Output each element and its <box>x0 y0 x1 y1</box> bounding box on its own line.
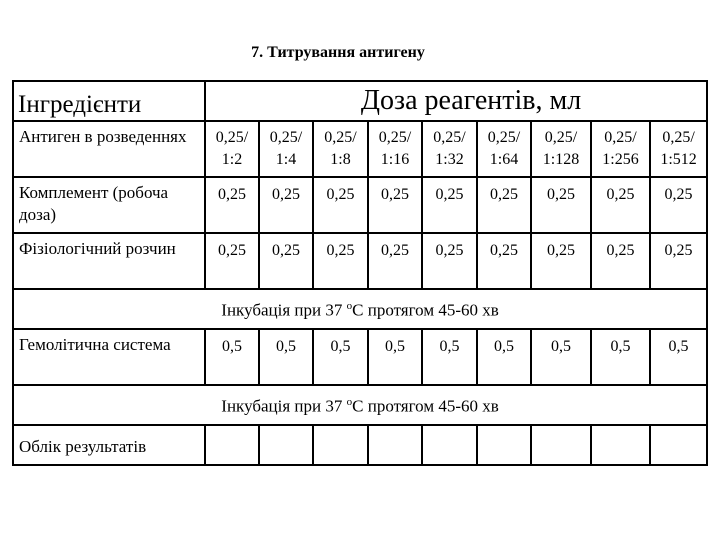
complement-value: 0,25 <box>368 177 422 233</box>
antigen-value: 0,25/ 1:128 <box>531 121 591 177</box>
header-row <box>13 81 707 121</box>
saline-value: 0,25 <box>477 233 531 289</box>
hemolytic-value: 0,5 <box>422 329 477 385</box>
antigen-value: 0,25/ 1:256 <box>591 121 650 177</box>
antigen-value: 0,25/ 1:32 <box>422 121 477 177</box>
document-title: 7. Титрування антигену <box>251 44 425 61</box>
complement-value: 0,25 <box>259 177 313 233</box>
hemolytic-label: Гемолітична система <box>13 329 205 385</box>
incubation-text-2 <box>13 385 707 425</box>
antigen-value: 0,25/ 1:4 <box>259 121 313 177</box>
incubation-row-2 <box>13 385 707 425</box>
results-cell <box>477 425 531 465</box>
hemolytic-row <box>13 329 707 385</box>
antigen-value: 0,25/ 1:8 <box>313 121 368 177</box>
complement-value: 0,25 <box>422 177 477 233</box>
ingredients-header: Інгредієнти <box>13 81 205 121</box>
antigen-titration-table <box>12 80 708 466</box>
saline-row <box>13 233 707 289</box>
complement-label: Комплемент (робоча доза) <box>13 177 205 233</box>
hemolytic-value: 0,5 <box>259 329 313 385</box>
incubation-text-1-main: Інкубація при 37 <box>221 300 347 320</box>
saline-value: 0,25 <box>259 233 313 289</box>
saline-value: 0,25 <box>531 233 591 289</box>
incubation-text-1 <box>13 289 707 329</box>
dose-header: Доза реагентів, мл <box>205 81 707 121</box>
complement-value: 0,25 <box>650 177 707 233</box>
antigen-row <box>13 121 707 177</box>
complement-value: 0,25 <box>205 177 259 233</box>
results-cell <box>650 425 707 465</box>
results-row <box>13 425 707 465</box>
results-cell <box>368 425 422 465</box>
hemolytic-value: 0,5 <box>591 329 650 385</box>
incubation-text-1-degree: о <box>346 299 353 312</box>
results-cell <box>205 425 259 465</box>
results-cell <box>531 425 591 465</box>
incubation-text-1-tail: С протягом 45-60 хв <box>352 300 499 320</box>
results-cell <box>422 425 477 465</box>
complement-value: 0,25 <box>531 177 591 233</box>
antigen-label: Антиген в розведеннях <box>13 121 205 177</box>
incubation-text-2-main: Інкубація при 37 <box>221 396 347 416</box>
saline-value: 0,25 <box>368 233 422 289</box>
antigen-value: 0,25/ 1:512 <box>650 121 707 177</box>
hemolytic-value: 0,5 <box>368 329 422 385</box>
hemolytic-value: 0,5 <box>531 329 591 385</box>
incubation-text-2-degree: о <box>346 395 353 408</box>
hemolytic-value: 0,5 <box>313 329 368 385</box>
antigen-value: 0,25/ 1:16 <box>368 121 422 177</box>
hemolytic-value: 0,5 <box>205 329 259 385</box>
incubation-row-1 <box>13 289 707 329</box>
hemolytic-value: 0,5 <box>477 329 531 385</box>
results-cell <box>313 425 368 465</box>
saline-value: 0,25 <box>650 233 707 289</box>
saline-value: 0,25 <box>591 233 650 289</box>
complement-value: 0,25 <box>591 177 650 233</box>
saline-value: 0,25 <box>422 233 477 289</box>
results-label: Облік результатів <box>13 425 205 465</box>
results-cell <box>259 425 313 465</box>
results-cell <box>591 425 650 465</box>
saline-value: 0,25 <box>205 233 259 289</box>
antigen-value: 0,25/ 1:64 <box>477 121 531 177</box>
complement-value: 0,25 <box>477 177 531 233</box>
saline-label: Фізіологічний розчин <box>13 233 205 289</box>
complement-value: 0,25 <box>313 177 368 233</box>
hemolytic-value: 0,5 <box>650 329 707 385</box>
complement-row <box>13 177 707 233</box>
saline-value: 0,25 <box>313 233 368 289</box>
antigen-value: 0,25/ 1:2 <box>205 121 259 177</box>
incubation-text-2-tail: С протягом 45-60 хв <box>352 396 499 416</box>
